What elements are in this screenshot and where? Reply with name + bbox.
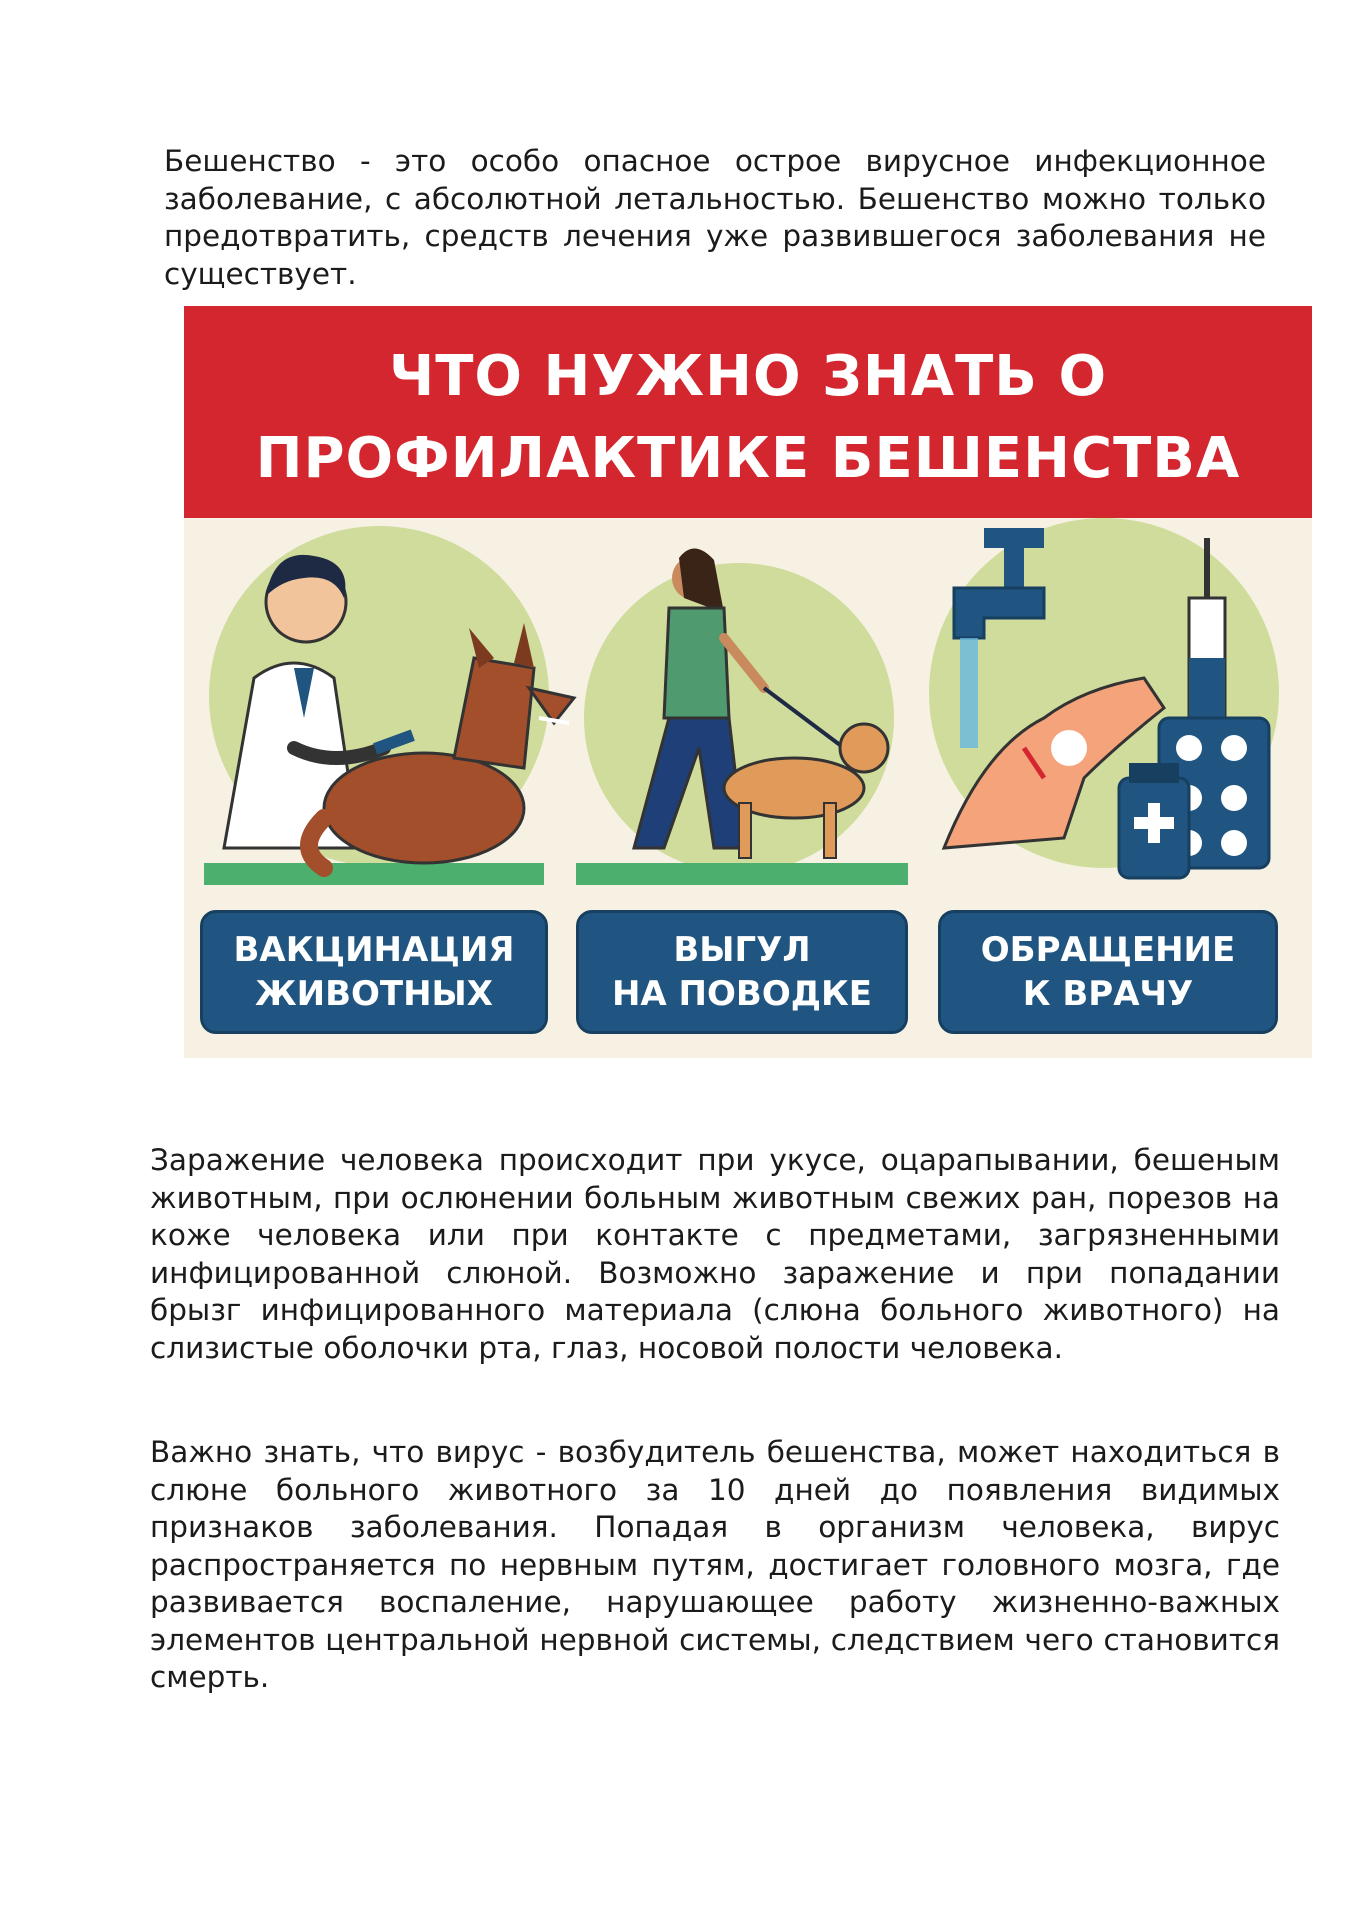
poster-banner — [184, 306, 1312, 518]
panel-label-line: НА ПОВОДКЕ — [611, 974, 873, 1014]
panel-label-vaccination — [200, 910, 548, 1034]
rabies-prevention-poster — [184, 306, 1312, 1058]
intro-paragraph: Бешенство - это особо опасное острое вирусное инфекционное заболевание, с абсолютной летальностью. Бешенство можно только предотвратить, средств лечения уже развившегося заболевания не существует. — [164, 144, 1266, 291]
panel-label-line: К ВРАЧУ — [1022, 974, 1194, 1014]
panel-label-see-doctor — [938, 910, 1278, 1034]
woman-walking-dog-icon — [576, 548, 908, 885]
panel-label-leash-walk — [576, 910, 908, 1034]
panel-label-line: ВАКЦИНАЦИЯ — [233, 930, 515, 970]
panel-label-line: ЖИВОТНЫХ — [255, 974, 493, 1014]
vet-vaccinating-dog-icon — [204, 526, 574, 885]
poster-title-line1: ЧТО НУЖНО ЗНАТЬ О — [388, 344, 1108, 409]
poster-title-line2: ПРОФИЛАКТИКЕ БЕШЕНСТВА — [255, 426, 1241, 491]
body-paragraph-infection: Заражение человека происходит при укусе, оцарапывании, бешеным животным, при ослюнении больным животным свежих ран, порезов на коже человека или при контакте с предметами, загрязненными инфицированной слюной. Возможно заражение и при попадании брызг инфицированного материала (слюна больного животного) на слизистые оболочки рта, глаз, носовой полости человека. — [150, 1143, 1280, 1365]
wound-wash-medicine-icon — [929, 518, 1279, 878]
panel-label-line: ОБРАЩЕНИЕ — [980, 930, 1236, 970]
body-paragraph-virus: Важно знать, что вирус - возбудитель бешенства, может находиться в слюне больного животного за 10 дней до появления видимых признаков заболевания. Попадая в организм человека, вирус распространяется по нервным путям, достигает головного мозга, где развивается воспаление, нарушающее работу жизненно-важных элементов центральной нервной системы, следствием чего становится смерть. — [150, 1435, 1280, 1694]
panel-label-line: ВЫГУЛ — [673, 930, 811, 970]
